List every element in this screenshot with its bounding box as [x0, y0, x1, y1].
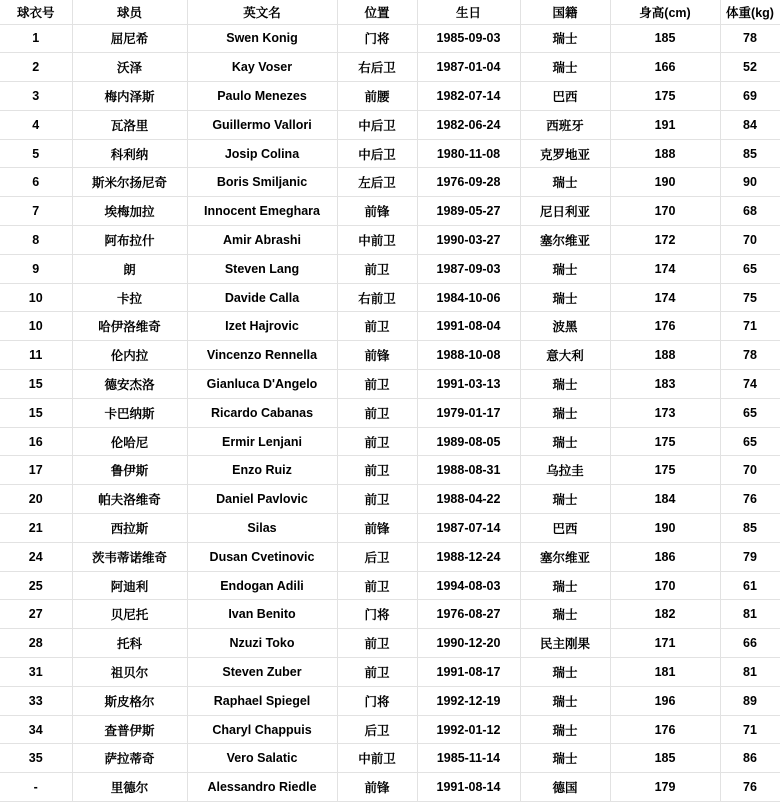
table-row [0, 226, 780, 255]
cell-jersey-number: 34 [0, 715, 72, 744]
cell-jersey-number: 9 [0, 254, 72, 283]
cell-player-name-en: Kay Voser [187, 53, 337, 82]
cell-player-name-cn: 埃梅加拉 [72, 197, 187, 226]
cell-nationality: 瑞士 [520, 571, 610, 600]
cell-height: 196 [610, 686, 720, 715]
cell-player-name-cn: 查普伊斯 [72, 715, 187, 744]
cell-nationality: 克罗地亚 [520, 139, 610, 168]
cell-player-name-cn: 里德尔 [72, 773, 187, 802]
cell-player-name-cn: 托科 [72, 629, 187, 658]
cell-nationality: 塞尔维亚 [520, 226, 610, 255]
cell-height: 175 [610, 456, 720, 485]
cell-birthday: 1979-01-17 [417, 398, 520, 427]
cell-weight: 69 [720, 82, 780, 111]
cell-jersey-number: 10 [0, 283, 72, 312]
cell-weight: 78 [720, 24, 780, 53]
cell-player-name-cn: 萨拉蒂奇 [72, 744, 187, 773]
cell-weight: 66 [720, 629, 780, 658]
cell-nationality: 巴西 [520, 82, 610, 111]
column-header-height: 身高(cm) [610, 0, 720, 24]
cell-jersey-number: 33 [0, 686, 72, 715]
cell-position: 门将 [337, 24, 417, 53]
table-row [0, 629, 780, 658]
cell-position: 中后卫 [337, 139, 417, 168]
cell-weight: 70 [720, 456, 780, 485]
cell-player-name-en: Steven Zuber [187, 658, 337, 687]
column-header-player: 球员 [72, 0, 187, 24]
cell-jersey-number: 6 [0, 168, 72, 197]
cell-birthday: 1989-05-27 [417, 197, 520, 226]
cell-height: 171 [610, 629, 720, 658]
table-row [0, 542, 780, 571]
header-row [0, 0, 780, 24]
cell-weight: 85 [720, 514, 780, 543]
cell-position: 前锋 [337, 197, 417, 226]
cell-height: 173 [610, 398, 720, 427]
cell-player-name-en: Davide Calla [187, 283, 337, 312]
cell-jersey-number: - [0, 773, 72, 802]
cell-position: 前卫 [337, 312, 417, 341]
cell-position: 前锋 [337, 341, 417, 370]
cell-player-name-cn: 阿迪利 [72, 571, 187, 600]
cell-nationality: 巴西 [520, 514, 610, 543]
cell-player-name-en: Endogan Adili [187, 571, 337, 600]
cell-height: 170 [610, 571, 720, 600]
cell-birthday: 1994-08-03 [417, 571, 520, 600]
cell-player-name-cn: 斯皮格尔 [72, 686, 187, 715]
table-row [0, 571, 780, 600]
cell-height: 170 [610, 197, 720, 226]
table-row [0, 514, 780, 543]
cell-nationality: 瑞士 [520, 744, 610, 773]
cell-player-name-cn: 祖贝尔 [72, 658, 187, 687]
cell-player-name-en: Alessandro Riedle [187, 773, 337, 802]
cell-birthday: 1991-08-17 [417, 658, 520, 687]
cell-player-name-cn: 西拉斯 [72, 514, 187, 543]
cell-birthday: 1980-11-08 [417, 139, 520, 168]
cell-height: 188 [610, 341, 720, 370]
cell-weight: 61 [720, 571, 780, 600]
table-row [0, 341, 780, 370]
cell-birthday: 1987-09-03 [417, 254, 520, 283]
cell-birthday: 1988-10-08 [417, 341, 520, 370]
cell-height: 174 [610, 283, 720, 312]
cell-position: 中前卫 [337, 226, 417, 255]
cell-birthday: 1985-11-14 [417, 744, 520, 773]
cell-position: 前卫 [337, 370, 417, 399]
cell-birthday: 1982-07-14 [417, 82, 520, 111]
cell-nationality: 乌拉圭 [520, 456, 610, 485]
cell-player-name-en: Izet Hajrovic [187, 312, 337, 341]
cell-birthday: 1982-06-24 [417, 110, 520, 139]
cell-position: 左后卫 [337, 168, 417, 197]
cell-position: 前卫 [337, 456, 417, 485]
cell-birthday: 1992-12-19 [417, 686, 520, 715]
cell-weight: 84 [720, 110, 780, 139]
column-header-weight: 体重(kg) [720, 0, 780, 24]
cell-height: 183 [610, 370, 720, 399]
cell-position: 门将 [337, 686, 417, 715]
cell-jersey-number: 5 [0, 139, 72, 168]
cell-position: 前卫 [337, 571, 417, 600]
cell-nationality: 塞尔维亚 [520, 542, 610, 571]
column-header-nationality: 国籍 [520, 0, 610, 24]
table-row [0, 600, 780, 629]
cell-nationality: 瑞士 [520, 715, 610, 744]
cell-position: 前锋 [337, 773, 417, 802]
cell-jersey-number: 1 [0, 24, 72, 53]
cell-position: 前卫 [337, 398, 417, 427]
table-row [0, 197, 780, 226]
cell-player-name-en: Ricardo Cabanas [187, 398, 337, 427]
cell-height: 172 [610, 226, 720, 255]
cell-player-name-cn: 朗 [72, 254, 187, 283]
cell-nationality: 瑞士 [520, 600, 610, 629]
cell-player-name-en: Vincenzo Rennella [187, 341, 337, 370]
cell-player-name-cn: 梅内泽斯 [72, 82, 187, 111]
cell-jersey-number: 31 [0, 658, 72, 687]
cell-weight: 81 [720, 658, 780, 687]
cell-weight: 71 [720, 715, 780, 744]
cell-nationality: 瑞士 [520, 168, 610, 197]
table-row [0, 715, 780, 744]
cell-player-name-en: Guillermo Vallori [187, 110, 337, 139]
cell-player-name-en: Josip Colina [187, 139, 337, 168]
cell-birthday: 1991-08-04 [417, 312, 520, 341]
cell-player-name-cn: 鲁伊斯 [72, 456, 187, 485]
cell-birthday: 1991-03-13 [417, 370, 520, 399]
cell-jersey-number: 7 [0, 197, 72, 226]
cell-player-name-en: Nzuzi Toko [187, 629, 337, 658]
cell-birthday: 1988-12-24 [417, 542, 520, 571]
table-row [0, 658, 780, 687]
table-row [0, 82, 780, 111]
cell-player-name-en: Ermir Lenjani [187, 427, 337, 456]
table-row [0, 370, 780, 399]
cell-weight: 90 [720, 168, 780, 197]
cell-jersey-number: 20 [0, 485, 72, 514]
cell-jersey-number: 8 [0, 226, 72, 255]
cell-position: 门将 [337, 600, 417, 629]
cell-nationality: 瑞士 [520, 427, 610, 456]
table-row [0, 744, 780, 773]
cell-nationality: 瑞士 [520, 53, 610, 82]
cell-height: 185 [610, 744, 720, 773]
cell-height: 191 [610, 110, 720, 139]
cell-height: 182 [610, 600, 720, 629]
cell-jersey-number: 28 [0, 629, 72, 658]
cell-player-name-en: Steven Lang [187, 254, 337, 283]
cell-weight: 78 [720, 341, 780, 370]
cell-player-name-en: Amir Abrashi [187, 226, 337, 255]
cell-height: 176 [610, 715, 720, 744]
cell-player-name-cn: 德安杰洛 [72, 370, 187, 399]
cell-position: 中后卫 [337, 110, 417, 139]
cell-nationality: 尼日利亚 [520, 197, 610, 226]
table-row [0, 139, 780, 168]
cell-birthday: 1988-04-22 [417, 485, 520, 514]
cell-position: 后卫 [337, 542, 417, 571]
cell-jersey-number: 35 [0, 744, 72, 773]
cell-birthday: 1976-09-28 [417, 168, 520, 197]
cell-jersey-number: 25 [0, 571, 72, 600]
cell-height: 190 [610, 168, 720, 197]
cell-birthday: 1990-12-20 [417, 629, 520, 658]
table-row [0, 686, 780, 715]
cell-birthday: 1991-08-14 [417, 773, 520, 802]
cell-nationality: 瑞士 [520, 398, 610, 427]
cell-jersey-number: 15 [0, 398, 72, 427]
cell-position: 后卫 [337, 715, 417, 744]
cell-weight: 70 [720, 226, 780, 255]
cell-player-name-en: Ivan Benito [187, 600, 337, 629]
column-header-birthday: 生日 [417, 0, 520, 24]
cell-height: 176 [610, 312, 720, 341]
cell-position: 前腰 [337, 82, 417, 111]
cell-jersey-number: 4 [0, 110, 72, 139]
cell-height: 184 [610, 485, 720, 514]
cell-player-name-cn: 瓦洛里 [72, 110, 187, 139]
table-body [0, 24, 780, 802]
cell-birthday: 1987-07-14 [417, 514, 520, 543]
cell-position: 右前卫 [337, 283, 417, 312]
cell-height: 185 [610, 24, 720, 53]
cell-nationality: 波黑 [520, 312, 610, 341]
cell-birthday: 1992-01-12 [417, 715, 520, 744]
cell-player-name-cn: 阿布拉什 [72, 226, 187, 255]
cell-weight: 65 [720, 427, 780, 456]
cell-jersey-number: 24 [0, 542, 72, 571]
cell-player-name-cn: 斯米尔扬尼奇 [72, 168, 187, 197]
cell-position: 前锋 [337, 514, 417, 543]
table-row [0, 168, 780, 197]
cell-nationality: 瑞士 [520, 24, 610, 53]
cell-position: 前卫 [337, 658, 417, 687]
cell-jersey-number: 2 [0, 53, 72, 82]
cell-height: 175 [610, 427, 720, 456]
table-row [0, 456, 780, 485]
cell-birthday: 1984-10-06 [417, 283, 520, 312]
cell-player-name-en: Charyl Chappuis [187, 715, 337, 744]
cell-player-name-en: Vero Salatic [187, 744, 337, 773]
cell-height: 175 [610, 82, 720, 111]
cell-player-name-cn: 伦哈尼 [72, 427, 187, 456]
cell-player-name-en: Dusan Cvetinovic [187, 542, 337, 571]
table-row [0, 312, 780, 341]
cell-height: 179 [610, 773, 720, 802]
cell-position: 前卫 [337, 485, 417, 514]
table-row [0, 427, 780, 456]
cell-weight: 71 [720, 312, 780, 341]
cell-weight: 74 [720, 370, 780, 399]
cell-height: 166 [610, 53, 720, 82]
cell-player-name-cn: 茨韦蒂诺维奇 [72, 542, 187, 571]
cell-jersey-number: 10 [0, 312, 72, 341]
table-row [0, 398, 780, 427]
table-row [0, 283, 780, 312]
column-header-english-name: 英文名 [187, 0, 337, 24]
cell-jersey-number: 3 [0, 82, 72, 111]
cell-player-name-cn: 沃泽 [72, 53, 187, 82]
cell-birthday: 1988-08-31 [417, 456, 520, 485]
cell-birthday: 1985-09-03 [417, 24, 520, 53]
cell-weight: 65 [720, 254, 780, 283]
cell-height: 186 [610, 542, 720, 571]
cell-player-name-en: Swen Konig [187, 24, 337, 53]
cell-height: 188 [610, 139, 720, 168]
table-row [0, 53, 780, 82]
cell-player-name-en: Raphael Spiegel [187, 686, 337, 715]
cell-nationality: 瑞士 [520, 370, 610, 399]
table-row [0, 254, 780, 283]
cell-height: 181 [610, 658, 720, 687]
cell-position: 前卫 [337, 629, 417, 658]
cell-player-name-en: Innocent Emeghara [187, 197, 337, 226]
cell-height: 190 [610, 514, 720, 543]
cell-jersey-number: 17 [0, 456, 72, 485]
cell-weight: 76 [720, 773, 780, 802]
cell-jersey-number: 16 [0, 427, 72, 456]
table-row [0, 110, 780, 139]
cell-position: 右后卫 [337, 53, 417, 82]
cell-nationality: 德国 [520, 773, 610, 802]
cell-weight: 85 [720, 139, 780, 168]
cell-position: 前卫 [337, 254, 417, 283]
cell-nationality: 瑞士 [520, 686, 610, 715]
cell-jersey-number: 11 [0, 341, 72, 370]
cell-birthday: 1989-08-05 [417, 427, 520, 456]
cell-player-name-en: Paulo Menezes [187, 82, 337, 111]
table-row [0, 773, 780, 802]
cell-player-name-en: Silas [187, 514, 337, 543]
table-row [0, 485, 780, 514]
cell-weight: 65 [720, 398, 780, 427]
cell-player-name-cn: 贝尼托 [72, 600, 187, 629]
cell-nationality: 西班牙 [520, 110, 610, 139]
cell-nationality: 瑞士 [520, 254, 610, 283]
cell-player-name-en: Daniel Pavlovic [187, 485, 337, 514]
cell-player-name-cn: 帕夫洛维奇 [72, 485, 187, 514]
cell-birthday: 1990-03-27 [417, 226, 520, 255]
cell-player-name-en: Boris Smiljanic [187, 168, 337, 197]
cell-player-name-cn: 卡巴纳斯 [72, 398, 187, 427]
table-row [0, 24, 780, 53]
cell-player-name-cn: 科利纳 [72, 139, 187, 168]
cell-player-name-cn: 屈尼希 [72, 24, 187, 53]
cell-player-name-cn: 哈伊洛维奇 [72, 312, 187, 341]
cell-weight: 86 [720, 744, 780, 773]
cell-position: 前卫 [337, 427, 417, 456]
cell-player-name-en: Enzo Ruiz [187, 456, 337, 485]
cell-birthday: 1987-01-04 [417, 53, 520, 82]
cell-nationality: 民主刚果 [520, 629, 610, 658]
cell-height: 174 [610, 254, 720, 283]
cell-jersey-number: 27 [0, 600, 72, 629]
cell-nationality: 瑞士 [520, 485, 610, 514]
cell-birthday: 1976-08-27 [417, 600, 520, 629]
column-header-position: 位置 [337, 0, 417, 24]
cell-jersey-number: 21 [0, 514, 72, 543]
cell-player-name-cn: 伦内拉 [72, 341, 187, 370]
cell-weight: 79 [720, 542, 780, 571]
cell-player-name-en: Gianluca D'Angelo [187, 370, 337, 399]
cell-weight: 76 [720, 485, 780, 514]
cell-nationality: 意大利 [520, 341, 610, 370]
column-header-jersey-number: 球衣号 [0, 0, 72, 24]
cell-nationality: 瑞士 [520, 283, 610, 312]
cell-weight: 52 [720, 53, 780, 82]
cell-weight: 81 [720, 600, 780, 629]
cell-nationality: 瑞士 [520, 658, 610, 687]
cell-weight: 89 [720, 686, 780, 715]
cell-weight: 68 [720, 197, 780, 226]
cell-position: 中前卫 [337, 744, 417, 773]
cell-player-name-cn: 卡拉 [72, 283, 187, 312]
cell-weight: 75 [720, 283, 780, 312]
cell-jersey-number: 15 [0, 370, 72, 399]
